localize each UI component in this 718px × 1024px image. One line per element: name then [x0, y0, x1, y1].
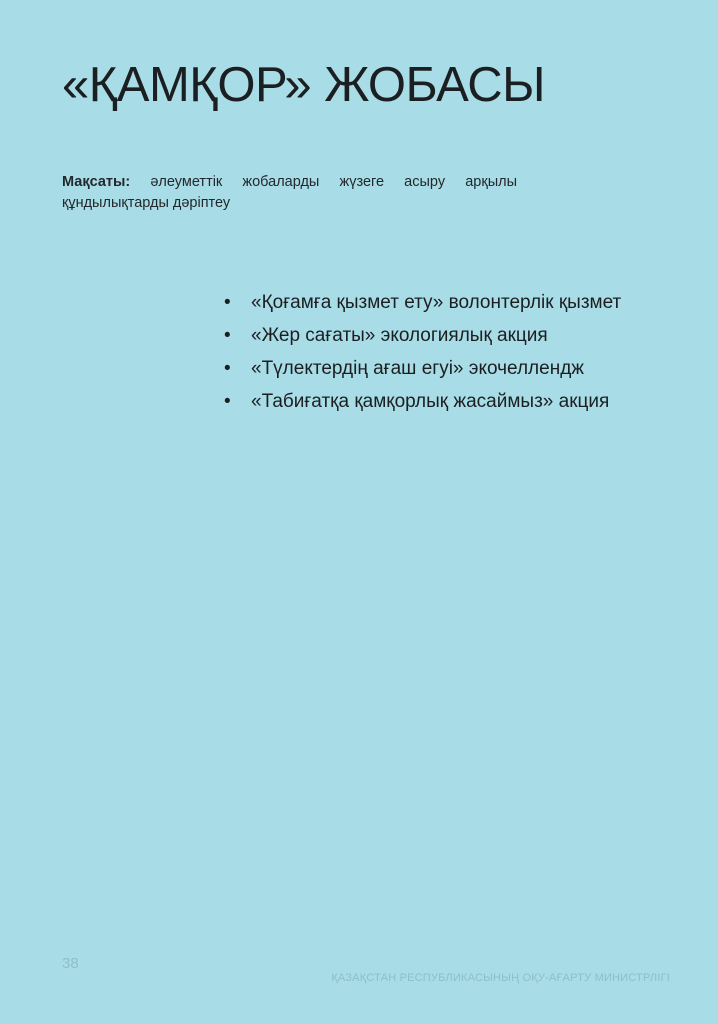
list-item — [222, 286, 621, 319]
list-item-text: «Түлектердің ағаш егуі» экочеллендж — [251, 358, 585, 379]
page-number: 38 — [62, 955, 79, 972]
list-item-text: «Қоғамға қызмет ету» волонтерлік қызмет — [251, 292, 622, 313]
activity-list — [222, 286, 621, 418]
bullet-icon: • — [224, 325, 231, 346]
list-item — [222, 385, 621, 418]
list-item — [222, 319, 621, 352]
goal-text: әлеуметтік жобаларды жүзеге асыру арқылы құндылықтарды дәріптеу — [62, 174, 517, 211]
footer-ministry: ҚАЗАҚСТАН РЕСПУБЛИКАСЫНЫҢ ОҚУ-АҒАРТУ МИНИСТРЛІГІ — [331, 972, 670, 984]
goal-paragraph — [62, 172, 517, 214]
bullet-icon: • — [224, 292, 231, 313]
list-item-text: «Табиғатқа қамқорлық жасаймыз» акция — [251, 391, 610, 412]
list-item-text: «Жер сағаты» экологиялық акция — [251, 325, 548, 346]
bullet-icon: • — [224, 358, 231, 379]
page-title: «ҚАМҚОР» ЖОБАСЫ — [62, 58, 545, 112]
list-item — [222, 352, 621, 385]
bullet-icon: • — [224, 391, 231, 412]
goal-label: Мақсаты: — [62, 174, 131, 190]
